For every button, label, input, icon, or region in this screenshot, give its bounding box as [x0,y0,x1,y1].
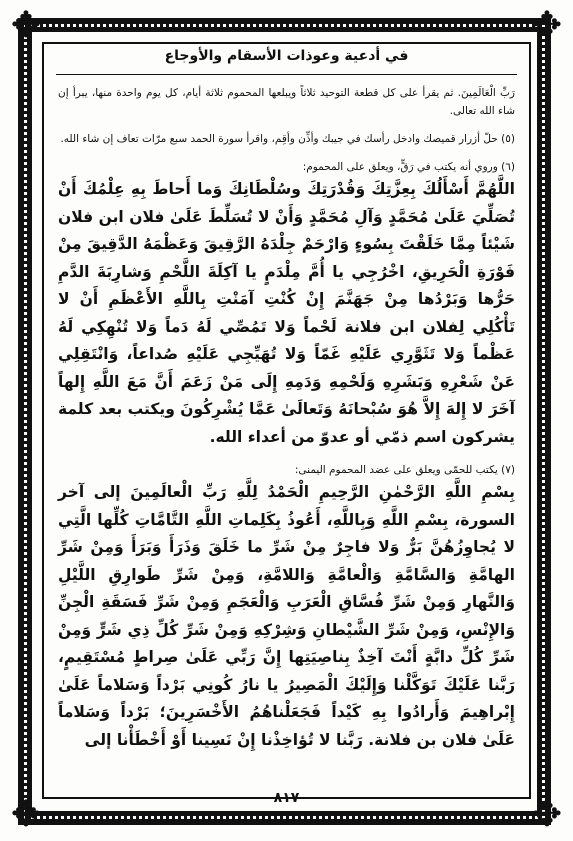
paragraph-7-intro: (٧) يكتب للحمّى ويعلق على عضد المحموم اليمنى: [294,464,515,476]
prayer-7-text: بِسْمِ اللَّهِ الرَّحْمٰنِ الرَّحِيمِ الْحَمْدُ لِلَّهِ رَبِّ الْعالَمِينَ إلى آخر السورة، بِسْمِ اللَّهِ وَبِاللَّهِ، أَعُوذُ بِكَلِماتِ اللَّهِ التَّامَّاتِ كُلِّها الَّتِي لا يُجاوِزُهُنَّ بَرٌّ وَلا فاجِرٌ مِنْ شَرِّ ما خَلَقَ وَذَرَأَ وَبَرَأَ وَمِنْ شَرِّ الهامَّةِ وَالسَّامَّةِ وَالْعامَّةِ وَاللامَّةِ، وَمِنْ شَرِّ طَوارِقِ اللَّيْلِ وَالنَّهارِ وَمِنْ شَرِّ فُسَّاقِ الْعَرَبِ وَالْعَجَمِ وَمِنْ شَرِّ فَسَقَةِ الْجِنِّ وَالإِنْسِ، وَمِنْ شَرِّ الشَّيْطانِ وَشِرْكِهِ وَمِنْ شَرِّ كُلِّ ذِي شَرٍّ وَمِنْ شَرِّ كُلِّ دابَّةٍ أَنْتَ آخِذٌ بِناصِيَتِها إِنَّ رَبِّي عَلَىٰ صِراطٍ مُسْتَقِيمٍ، رَبَّنا عَلَيْكَ تَوَكَّلْنا وَإِلَيْكَ الْمَصِيرُ يا نارُ كُونِي بَرْداً وَسَلاماً عَلَىٰ إِبْراهِيمَ وَأَرادُوا بِهِ كَيْداً فَجَعَلْناهُمُ الأَخْسَرِينَ؛ بَرْداً وَسَلاماً عَلَىٰ فلان بن فلانة. رَبَّنا لا تُؤاخِذْنا إِنْ نَسِينا أَوْ أَخْطَأْنا إلى [58,483,515,749]
corner-ornament-icon: ✥ [10,794,42,835]
page-body [58,84,515,784]
paragraph-6-intro: (٦) وروي أنه يكتب في رَقٍّ، ويعلق على المحموم: [302,161,515,173]
paragraph-5: (٥) حلّ أزرار قميصك وادخل رأسك في جيبك وأذِّن وأقِم، واقرأ سورة الحمد سبع مرّات تعاف إن شاء الله. [60,133,515,145]
header-rule [56,74,517,75]
page-number: ٨١٧ [273,790,300,806]
paragraph-continuation: رَبِّ الْعَالَمِينَ. ثم يقرأ على كل قطعة التوحيد ثلاثاً ويبلعها المحموم ثلاثة أيام، كل يوم واحدة منها، يبرأ إن شاء الله تعالى. [58,87,515,117]
running-header [56,44,517,76]
corner-ornament-icon: ✥ [531,794,563,835]
corner-ornament-icon: ✥ [10,5,42,46]
header-title: في أدعية وعوذات الأسقام والأوجاع [164,48,409,64]
corner-ornament-icon: ✥ [531,5,563,46]
prayer-6-text: اللَّهُمَّ أَسْأَلُكَ بِعِزَّتِكَ وَقُدْرَتِكَ وسُلْطَانِكَ وَما أَحاطَ بِهِ عِلْمُكَ أَنْ تُصَلِّيَ عَلَىٰ مُحَمَّدٍ وَآلِ مُحَمَّدٍ وَأَنْ لا تُسَلِّطَ عَلَىٰ فلان ابن فلان شَيْئاً مِمَّا خَلَقْتَ بِسُوءٍ وَارْحَمْ جِلْدَهُ الرَّقِيقَ وَعَظْمَهُ الدَّقِيقَ مِنْ فَوْرَةِ الْحَرِيقِ، اخْرُجِي يا أُمَّ مِلْدَمٍ يا آكِلَةَ اللَّحْمِ وَشارِبَةَ الدَّمِ حَرُّها وَبَرْدُها مِنْ جَهَنَّمَ إِنْ كُنْتِ آمَنْتِ بِاللَّهِ الأَعْظَمِ أَنْ لا تَأْكُلِي لِفلان ابن فلانة لَحْماً وَلا تَمُصِّي لَهُ دَماً وَلا تُنْهِكِي لَهُ عَظْماً وَلا تَثَوَّرِي عَلَيْهِ غَمّاً وَلا تُهَيِّجِي عَلَيْهِ صُداعاً، وَانْتَقِلِي عَنْ شَعْرِهِ وَبَشَرِهِ وَلَحْمِهِ وَدَمِهِ إِلَى مَنْ زَعَمَ أَنَّ مَعَ اللَّهِ إِلهاً آخَرَ لا إِلهَ إِلاَّ هُوَ سُبْحانَهُ وَتَعالَىٰ عَمَّا يُشْرِكُونَ ويكتب بعد كلمة يشركون اسم ذمّي أو عدوّ من أعداء الله. [58,180,515,446]
